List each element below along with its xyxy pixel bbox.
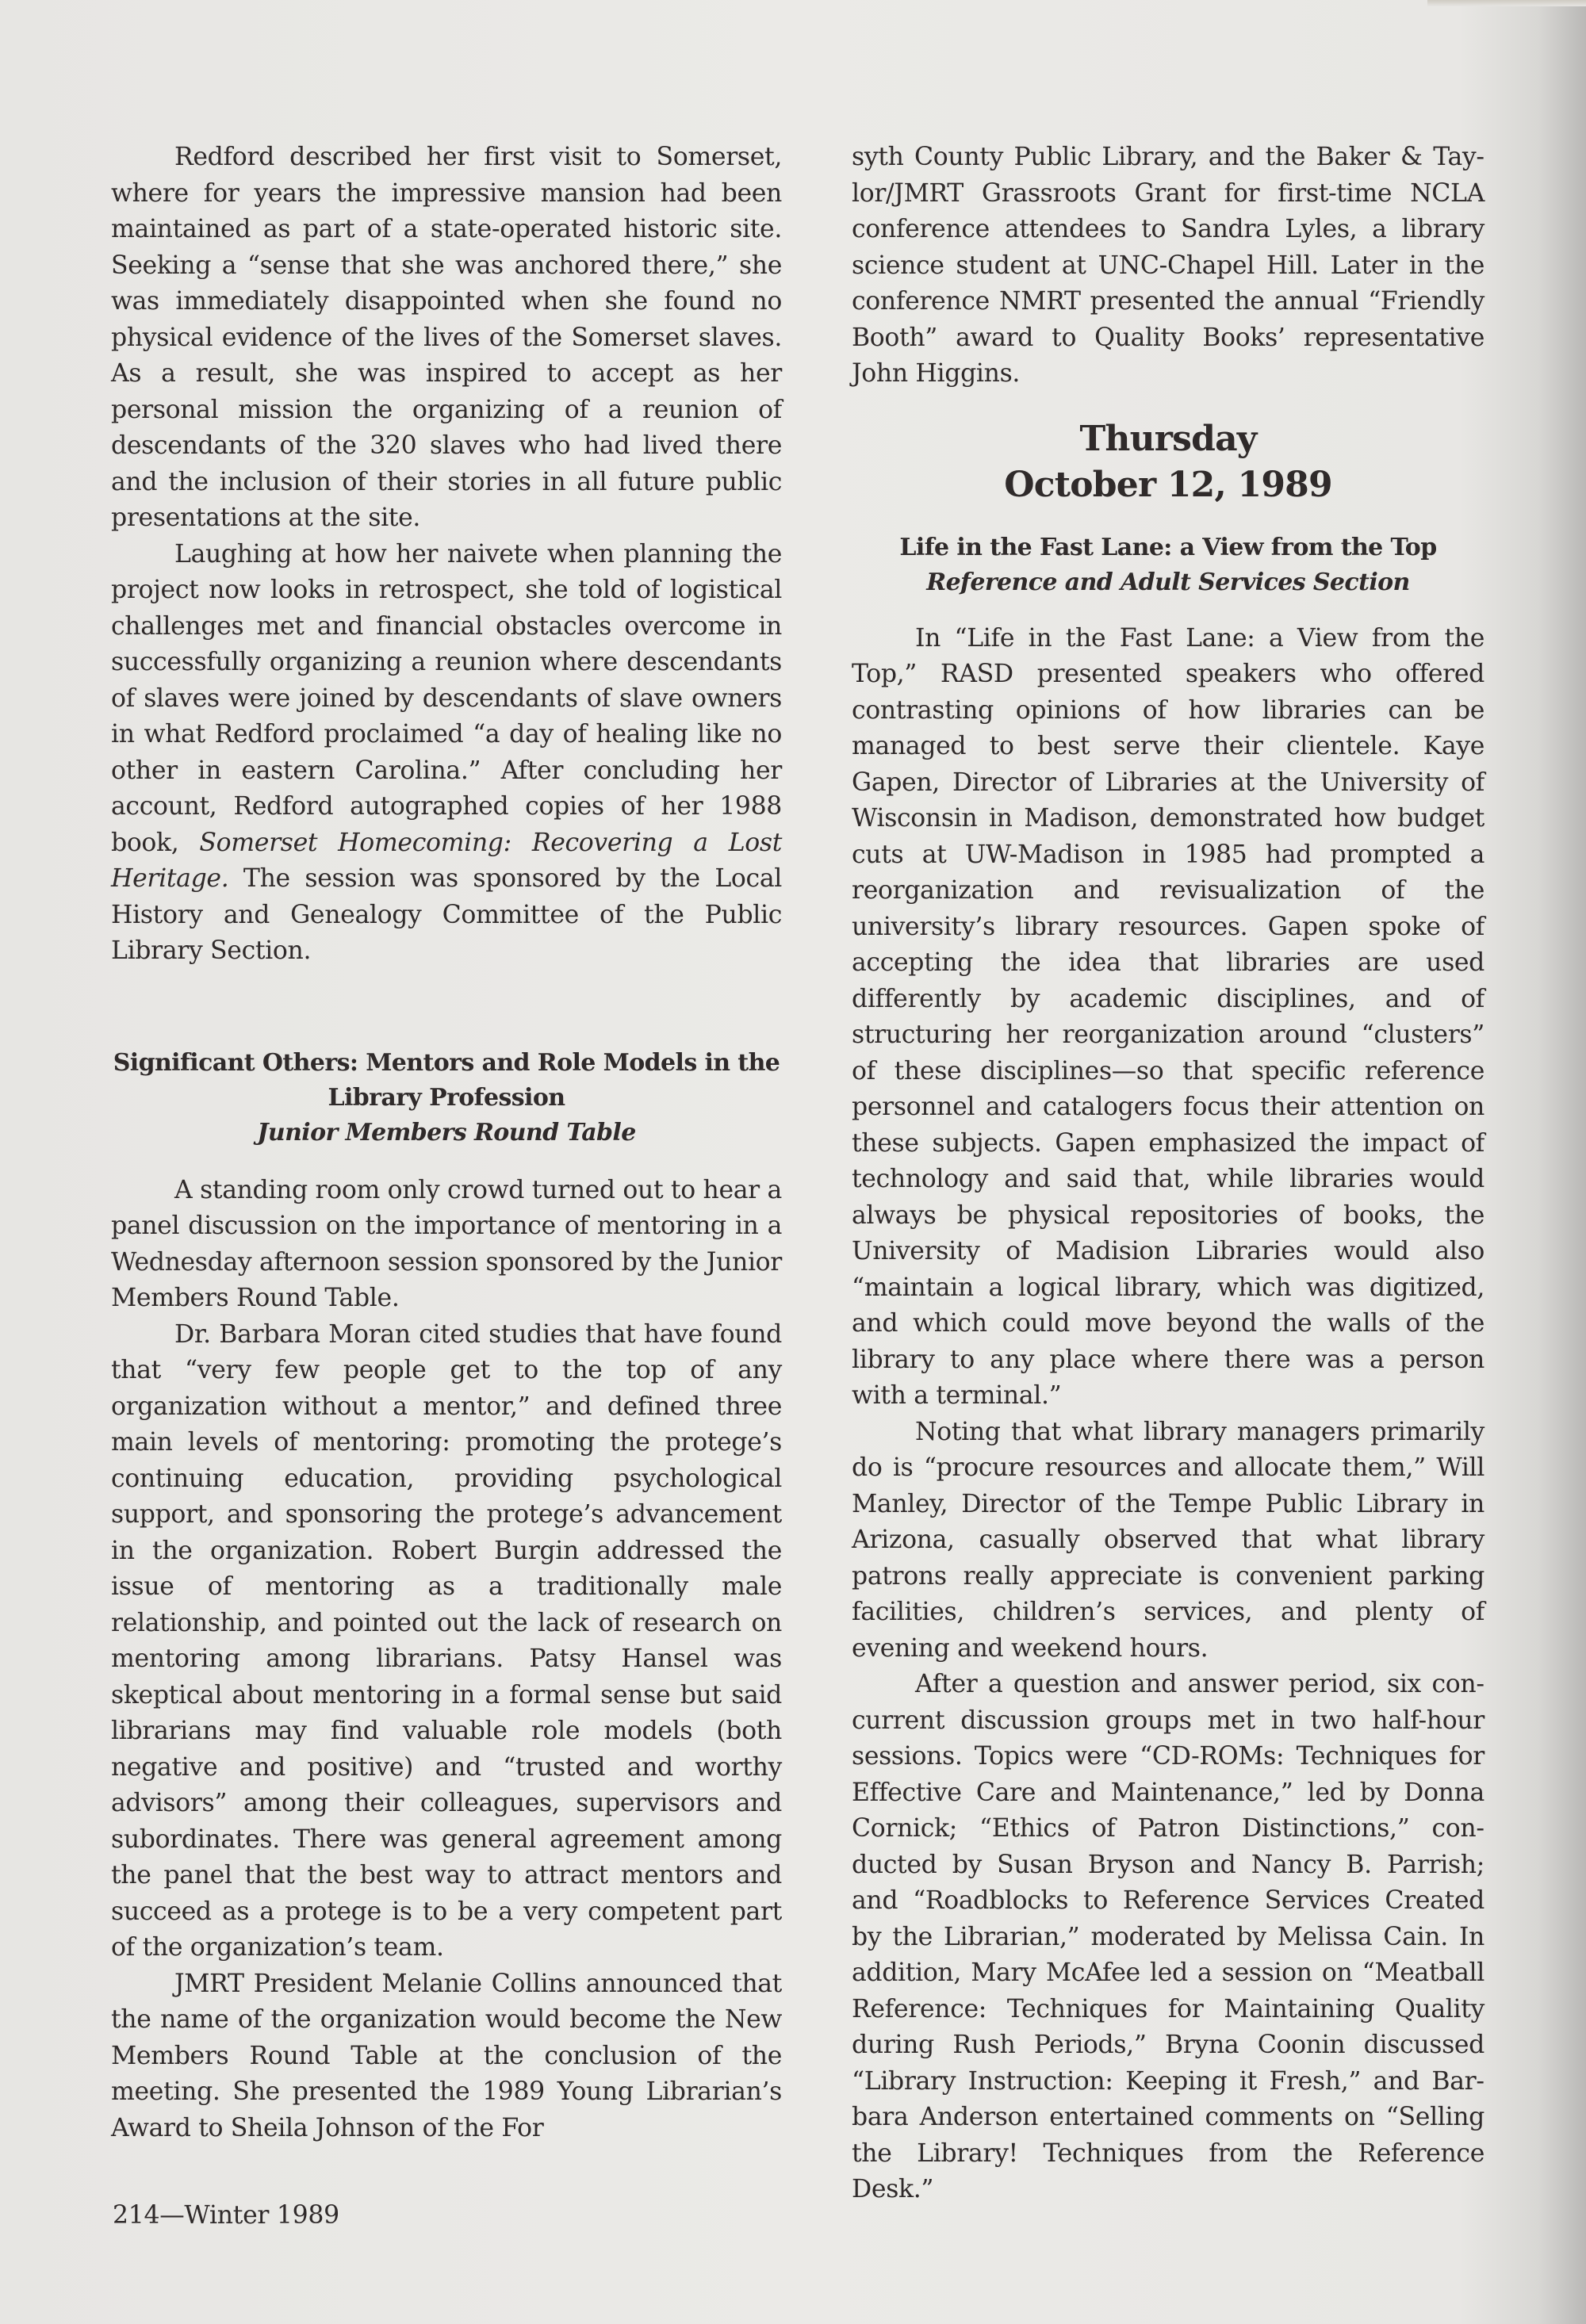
paragraph-text: The session was sponsored by the Local History and Genealogy Committee of the Public Library Section. (111, 864, 782, 965)
paragraph-gapen: In “Life in the Fast Lane: a View from the Top,” RASD presented speakers who offered contrasting opinions of how libraries can be managed to best serve their clientele. Kaye Gapen, Director of Libraries at the University of Wisconsin in Madison, demonstrated how budget cuts at UW-Madison in 1985 had prompted a reorganization and revisualization of the university’s library resources. Gapen spoke of accepting the idea that libraries are used differently by academic disciplines, and of structuring her reorganization around “clusters” of these disciplines—so that specific reference personnel and catalogers focus their attention on these subjects. Gapen emphasized the impact of technology and said that, while libraries would always be physical repositories of books, the University of Madision Libraries would also “maintain a logical library, which was digitized, and which could move beyond the walls of the library to any place where there was a person with a terminal.” (852, 623, 1484, 1410)
page-edge-shadow (1427, 0, 1586, 6)
section-title: Significant Others: Mentors and Role Models in the Library Profession (113, 1048, 780, 1112)
paragraph-reunion-retrospect (111, 537, 782, 970)
left-column (111, 140, 782, 2146)
day-heading-date: October 12, 1989 (1004, 464, 1332, 505)
right-column (852, 140, 1484, 2208)
paragraph-manley: Noting that what library managers primarily do is “procure resources and allocate them,” Will Manley, Director of the Tempe Public Library in Arizona, casually observed that what library patrons really appreciate is convenient parking facilities, children’s services, and plenty of evening and weekend hours. (852, 1417, 1484, 1663)
paragraph-moran-mentoring: Dr. Barbara Moran cited studies that have found that “very few people get to the top of any organization without a mentor,” and defined three main levels of mentoring: promoting the protege’s continuing education, providing psychological support, and sponsoring the protege’s advancement in the organization. Robert Burgin addressed the issue of mentoring as a traditionally male relationship, and pointed out the lack of research on mentoring among librarians. Patsy Hansel was skeptical about mentoring in a formal sense but said librarians may find valuable role models (both negative and positive) and “trusted and worthy advisors” among their colleagues, supervisors and subordinates. There was general agreement among the panel that the best way to attract mentors and succeed as a protege is to be a very competent part of the organization’s team. (111, 1319, 782, 1962)
paragraph-standing-room: A standing room only crowd turned out to hear a panel discussion on the importance of mentoring in a Wednesday afternoon session sponsored by the Junior Members Round Table. (111, 1175, 782, 1312)
page-footer-folio: 214—Winter 1989 (113, 2201, 339, 2230)
section-sponsor: Junior Members Round Table (257, 1118, 636, 1147)
section-title: Life in the Fast Lane: a View from the Top (899, 533, 1437, 561)
section-header-fast-lane (852, 530, 1484, 600)
paragraph-discussion-groups: After a question and answer period, six concurrent discussion groups met in two half-hour sessions. Topics were “CD-ROMs: Techniques for Effective Care and Maintenance,” led by Donna Cornick; “Ethics of Patron Distinctions,” conducted by Susan Bryson and Nancy B. Parrish; and “Roadblocks to Reference Services Created by the Librarian,” moderated by Melissa Cain. In addition, Mary McAfee led a session on “Meatball Reference: Techniques for Maintaining Quality during Rush Periods,” Bryna Coonin discussed “Library Instruction: Keeping it Fresh,” and Barbara Anderson entertained comments on “Selling the Library! Techniques from the Reference Desk.” (852, 1670, 1484, 2203)
day-heading-weekday: Thursday (1079, 418, 1257, 459)
book-title: Somerset Homecoming: Recovering a Lost Heritage. (111, 828, 782, 893)
paragraph-continuation-awards: syth County Public Library, and the Baker & Taylor/JMRT Grassroots Grant for first-time NCLA conference attendees to Sandra Lyles, a library science student at UNC-Chapel Hill. Later in the conference NMRT presented the annual “Friendly Booth” award to Quality Books’ representative John Higgins. (852, 143, 1484, 388)
paragraph-text: Laughing at how her naivete when planning the project now looks in retrospect, she told of logistical challenges met and financial obstacles overcome in successfully organizing a reunion where descendants of slaves were joined by descendants of slave owners in what Redford proclaimed “a day of healing like no other in eastern Carolina.” After concluding her account, Redford autographed copies of her 1988 book, (111, 539, 782, 857)
paragraph-somerset-visit: Redford described her first visit to Somerset, where for years the impressive mansion had been maintained as part of a state-operated historic site. Seeking a “sense that she was anchored there,” she was immediately disappointed when she found no physical evidence of the lives of the Somerset slaves. As a result, she was inspired to accept as her personal mission the organizing of a reunion of descendants of the 320 slaves who had lived there and the inclusion of their stories in all future public presentations at the site. (111, 143, 782, 532)
day-heading (852, 416, 1484, 508)
section-sponsor: Reference and Adult Services Section (926, 568, 1410, 596)
section-header-mentors (111, 1046, 782, 1151)
paragraph-jmrt-president: JMRT President Melanie Collins announced that the name of the organization would become the New Members Round Table at the conclusion of the meeting. She presented the 1989 Young Librarian’s Award to Sheila Johnson of the For (111, 1969, 782, 2142)
